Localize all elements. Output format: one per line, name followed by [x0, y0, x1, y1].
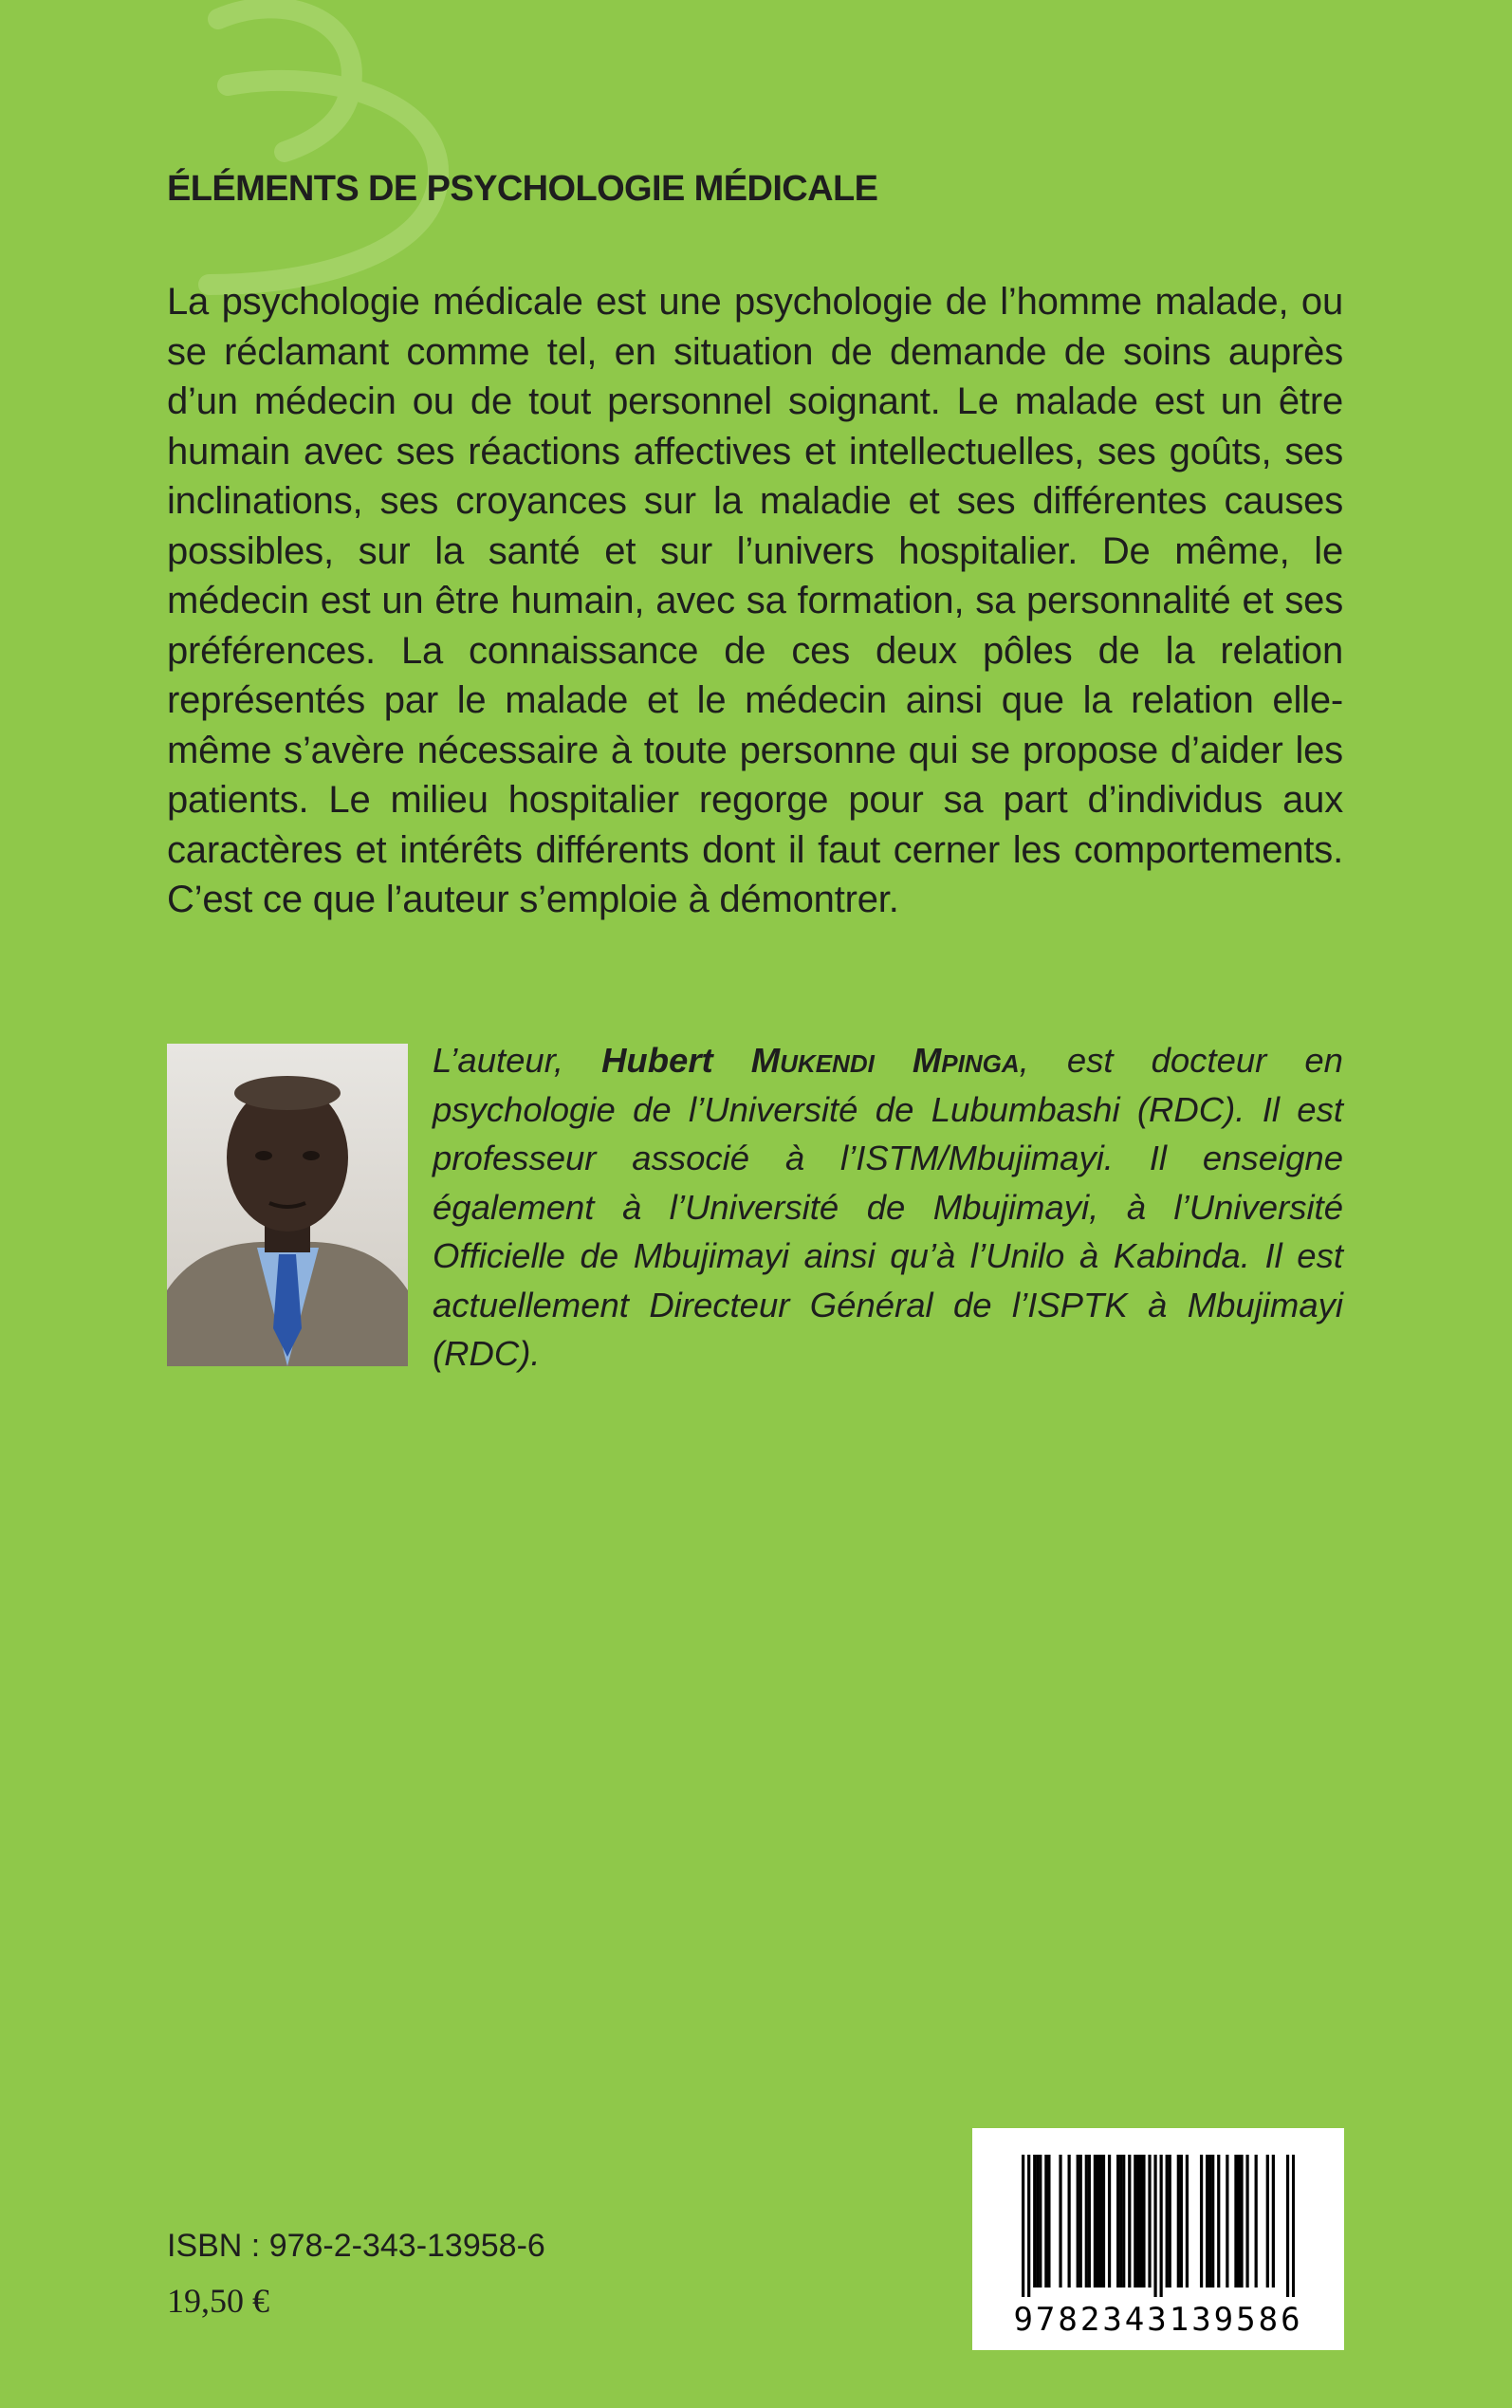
barcode-bar	[1068, 2155, 1071, 2288]
barcode-bar	[1036, 2155, 1039, 2288]
barcode-bar	[1136, 2155, 1139, 2288]
barcode-bar	[1122, 2155, 1125, 2288]
author-first-name: Hubert	[601, 1041, 713, 1080]
barcode-bar	[1206, 2155, 1208, 2288]
barcode-bar	[1027, 2155, 1030, 2297]
barcode-bar	[1088, 2155, 1091, 2288]
barcode-bar	[1102, 2155, 1105, 2288]
barcode-bar	[1142, 2155, 1145, 2288]
book-summary: La psychologie médicale est une psychologie de l’homme malade, ou se réclamant comme tel, en situation de demande de soins auprès d’un médecin ou de tout personnel soignant. Le malade est un être humain avec ses réactions affectives et intellectuelles, ses goûts, ses inclinations, ses croyances sur la maladie et ses différentes causes possibles, sur la santé et sur l’univers hospitalier. De même, le médecin est un être humain, avec sa formation, sa personnalité et ses préférences. La connaissance de ces deux pôles de la relation représentés par le malade et le médecin ainsi que la relation elle-même s’avère nécessaire à toute personne qui se propose d’aider les patients. Le milieu hospitalier regorge pour sa part d’individus aux caractères et intérêts différents dont il faut cerner les comportements. C’est ce que l’auteur s’emploie à démontrer.	[167, 281, 1343, 920]
barcode-bar	[1094, 2155, 1097, 2288]
barcode-bars	[1022, 2155, 1295, 2297]
decorative-logo-outline	[171, 0, 531, 313]
author-bio	[433, 1036, 1343, 1379]
author-name	[601, 1041, 1020, 1080]
barcode-bar	[1148, 2155, 1151, 2288]
barcode-bar	[1208, 2155, 1211, 2288]
isbn: ISBN : 978-2-343-13958-6	[167, 2228, 545, 2264]
barcode-bar	[1211, 2155, 1214, 2288]
book-title: ÉLÉMENTS DE PSYCHOLOGIE MÉDICALE	[167, 169, 878, 209]
barcode-bar	[1266, 2155, 1269, 2288]
barcode-bar	[1085, 2155, 1088, 2288]
barcode-bar	[1237, 2155, 1240, 2288]
barcode-bar	[1186, 2155, 1189, 2288]
barcode-bar	[1160, 2155, 1163, 2297]
barcode-bar	[1286, 2155, 1289, 2297]
barcode-bar	[1059, 2155, 1061, 2288]
barcode-bar	[1119, 2155, 1122, 2288]
barcode-bar	[1272, 2155, 1275, 2288]
barcode-bar	[1022, 2155, 1024, 2297]
price: 19,50 €	[167, 2282, 269, 2320]
barcode-bar	[1166, 2155, 1169, 2288]
barcode-bar	[1226, 2155, 1228, 2288]
barcode-bar	[1234, 2155, 1237, 2288]
barcode-bar	[1245, 2155, 1248, 2288]
author-photo	[167, 1044, 408, 1366]
barcode-bar	[1097, 2155, 1099, 2288]
barcode-bar	[1134, 2155, 1136, 2288]
barcode	[972, 2128, 1344, 2350]
barcode-bar	[1153, 2155, 1156, 2297]
barcode-bar	[1079, 2155, 1082, 2288]
barcode-bar	[1128, 2155, 1131, 2288]
barcode-bar	[1139, 2155, 1142, 2288]
barcode-bar	[1177, 2155, 1180, 2288]
barcode-bar	[1169, 2155, 1171, 2288]
barcode-bar	[1047, 2155, 1050, 2288]
barcode-bar	[1200, 2155, 1203, 2288]
author-last-name: Mukendi Mpinga	[750, 1041, 1020, 1080]
barcode-bar	[1077, 2155, 1079, 2288]
barcode-bar	[1044, 2155, 1047, 2288]
bio-prefix: L’auteur,	[433, 1041, 602, 1080]
bio-text: , est docteur en psychologie de l’Université de Lubumbashi (RDC). Il est professeur associé à l’ISTM/Mbujimayi. Il enseigne également à l’Université de Mbujimayi, à l’Université Officielle de Mbujimayi ainsi qu’à l’Unilo à Kabinda. Il est actuellement Directeur Général de l’ISPTK à Mbujimayi (RDC).	[433, 1041, 1343, 1373]
barcode-bar	[1039, 2155, 1042, 2288]
barcode-bar	[1116, 2155, 1119, 2288]
barcode-bar	[1180, 2155, 1183, 2288]
barcode-bar	[1108, 2155, 1111, 2288]
barcode-number: 9782343139586	[1013, 2301, 1303, 2339]
barcode-bar	[1240, 2155, 1243, 2288]
barcode-bar	[1255, 2155, 1258, 2288]
barcode-bar	[1292, 2155, 1295, 2297]
barcode-bar	[1099, 2155, 1102, 2288]
barcode-bar	[1033, 2155, 1036, 2288]
barcode-bar	[1217, 2155, 1220, 2288]
